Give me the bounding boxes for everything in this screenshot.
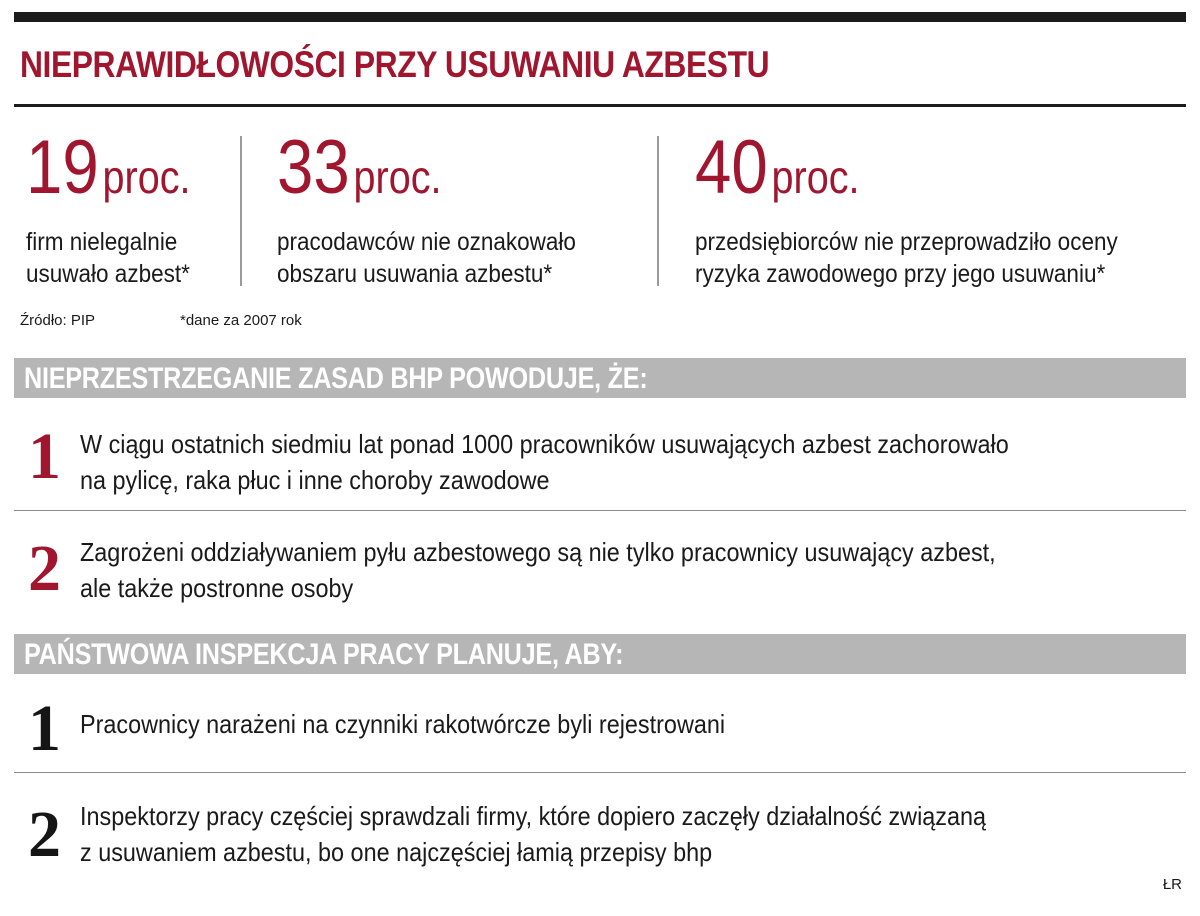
author-credit: ŁR (1162, 876, 1182, 893)
stat-description: firm nielegalnie usuwało azbest* (26, 228, 190, 288)
stat-divider (240, 136, 242, 286)
data-footnote: *dane za 2007 rok (180, 312, 302, 329)
stat-value: 33 proc. (277, 125, 442, 210)
stat-employers (277, 125, 609, 290)
stat-divider (657, 136, 659, 286)
stat-value: 40 proc. (695, 125, 860, 210)
page-title: NIEPRAWIDŁOWOŚCI PRZY USUWANIU AZBESTU (20, 44, 770, 85)
item-number: 1 (28, 692, 61, 765)
section-heading-text: PAŃSTWOWA INSPEKCJA PRACY PLANUJE, ABY: (24, 638, 624, 671)
section-heading-bhp (14, 358, 1186, 398)
stat-firms (26, 125, 217, 290)
item-number: 2 (28, 798, 61, 871)
item-number: 1 (28, 420, 61, 493)
stat-description: pracodawców nie oznakowało obszaru usuwania azbestu* (277, 228, 576, 288)
item-text: Pracownicy narażeni na czynniki rakotwórcze byli rejestrowani (80, 709, 726, 739)
top-rule (14, 12, 1186, 22)
item-text: Zagrożeni oddziaływaniem pyłu azbestowego są nie tylko pracownicy usuwający azbest, ale także postronne osoby (80, 537, 996, 603)
stat-description: przedsiębiorców nie przeprowadziło oceny ryzyka zawodowego przy jego usuwaniu* (695, 228, 1118, 288)
divider (14, 510, 1186, 511)
item-text: Inspektorzy pracy częściej sprawdzali firmy, które dopiero zaczęły działalność związaną z usuwaniem azbestu, bo one najczęściej łamią przepisy bhp (80, 801, 987, 867)
section-heading-pip (14, 634, 1186, 674)
item-number: 2 (28, 532, 61, 605)
divider (14, 772, 1186, 773)
item-text: W ciągu ostatnich siedmiu lat ponad 1000 pracowników usuwających azbest zachorowało na pylicę, raka płuc i inne choroby zawodowe (80, 429, 1009, 495)
stat-entrepreneurs (695, 125, 1165, 290)
section-heading-text: NIEPRZESTRZEGANIE ZASAD BHP POWODUJE, ŻE: (24, 362, 648, 395)
title-rule (14, 104, 1186, 107)
source-note: Źródło: PIP (20, 312, 96, 329)
stat-value: 19 proc. (26, 125, 191, 210)
